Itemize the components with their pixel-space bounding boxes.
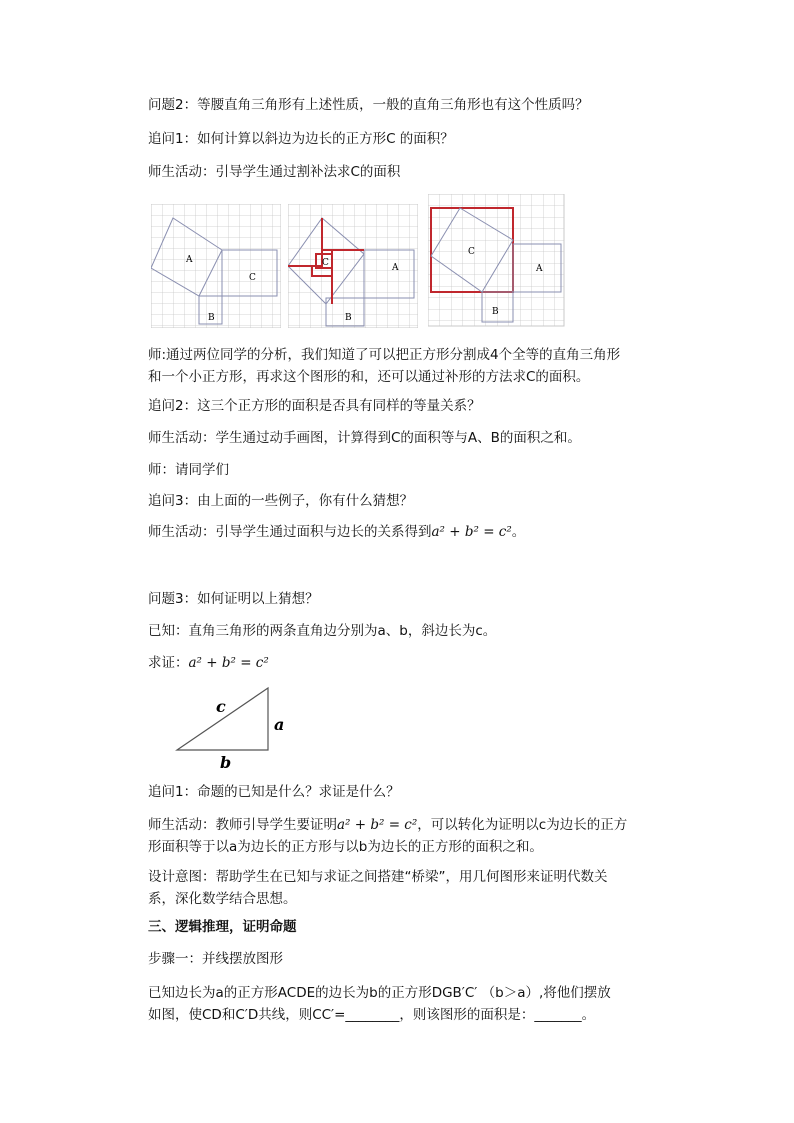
followup-q3: 追问1：命题的已知是什么？求证是什么？	[148, 784, 400, 800]
q3-prove	[148, 652, 648, 674]
fig3-label-b: B	[492, 307, 499, 317]
teacher-note-1	[148, 344, 648, 388]
activity-4	[148, 814, 648, 858]
followup-1: 追问1：如何计算以斜边为边长的正方形C 的面积？	[148, 131, 454, 147]
problem-line1: 已知边长为a的正方形ACDE的边长为b的正方形DGB′C′ （b＞a）,将他们摆放	[148, 985, 611, 1001]
teacher-note-1-line1: 师:通过两位同学的分析，我们知道了可以把正方形分割成4个全等的直角三角形	[148, 347, 621, 363]
design-intent	[148, 866, 648, 910]
triangle-label-a: a	[274, 715, 285, 734]
fig2-label-b: B	[345, 313, 352, 323]
teacher-note-1-line2: 和一个小正方形，再求这个图形的和，还可以通过补形的方法求C的面积。	[148, 369, 590, 385]
design-intent-line2: 系，深化数学结合思想。	[148, 891, 297, 907]
q3-prove-prefix: 求证：	[148, 655, 189, 671]
q3-question: 问题3：如何证明以上猜想？	[148, 591, 319, 607]
teacher-note-2: 师：请同学们	[148, 462, 229, 478]
right-triangle-diagram	[170, 684, 300, 772]
activity-4-formula: a² + b² = c²	[337, 817, 418, 833]
problem-text	[148, 982, 648, 1026]
activity-4-suffix: ，可以转化为证明以c为边长的正方	[417, 817, 628, 833]
fig1-label-a: A	[186, 255, 193, 265]
fig3-label-a: A	[536, 264, 543, 274]
q2-question: 问题2：等腰直角三角形有上述性质，一般的直角三角形也有这个性质吗？	[148, 97, 589, 113]
followup-2: 追问2：这三个正方形的面积是否具有同样的等量关系？	[148, 398, 481, 414]
section-heading-3: 三、逻辑推理，证明命题	[148, 919, 297, 935]
activity-4-prefix: 师生活动：教师引导学生要证明	[148, 817, 337, 833]
design-intent-line1: 设计意图：帮助学生在已知与求证之间搭建“桥梁”，用几何图形来证明代数关	[148, 869, 608, 885]
activity-3-formula: a² + b² = c²	[431, 524, 512, 540]
fig2-label-a: A	[392, 263, 399, 273]
grid-figure-3	[428, 194, 566, 328]
activity-3-prefix: 师生活动：引导学生通过面积与边长的关系得到	[148, 524, 432, 540]
fig1-label-c: C	[249, 273, 256, 283]
q3-given: 已知：直角三角形的两条直角边分别为a、b，斜边长为c。	[148, 623, 497, 639]
activity-1: 师生活动：引导学生通过割补法求C的面积	[148, 164, 401, 180]
step-1: 步骤一：并线摆放图形	[148, 951, 283, 967]
fig3-label-c: C	[468, 247, 475, 257]
activity-3-suffix: 。	[511, 524, 526, 540]
activity-2: 师生活动：学生通过动手画图，计算得到C的面积等与A、B的面积之和。	[148, 430, 581, 446]
activity-4-line2: 形面积等于以a为边长的正方形与以b为边长的正方形的面积之和。	[148, 839, 543, 855]
problem-line2: 如图，使CD和C′D共线，则CC′=________，则该图形的面积是：_______。	[148, 1007, 596, 1023]
activity-3	[148, 521, 648, 543]
activity-4-line1	[148, 814, 648, 836]
grid-figure-2	[288, 204, 418, 328]
triangle-label-c: c	[216, 697, 226, 716]
fig2-label-c: C	[322, 258, 329, 268]
triangle-label-b: b	[220, 753, 232, 772]
grid-figure-1	[151, 204, 281, 328]
followup-3: 追问3：由上面的一些例子，你有什么猜想？	[148, 493, 414, 509]
q3-prove-formula: a² + b² = c²	[188, 655, 269, 671]
fig1-label-b: B	[208, 313, 215, 323]
